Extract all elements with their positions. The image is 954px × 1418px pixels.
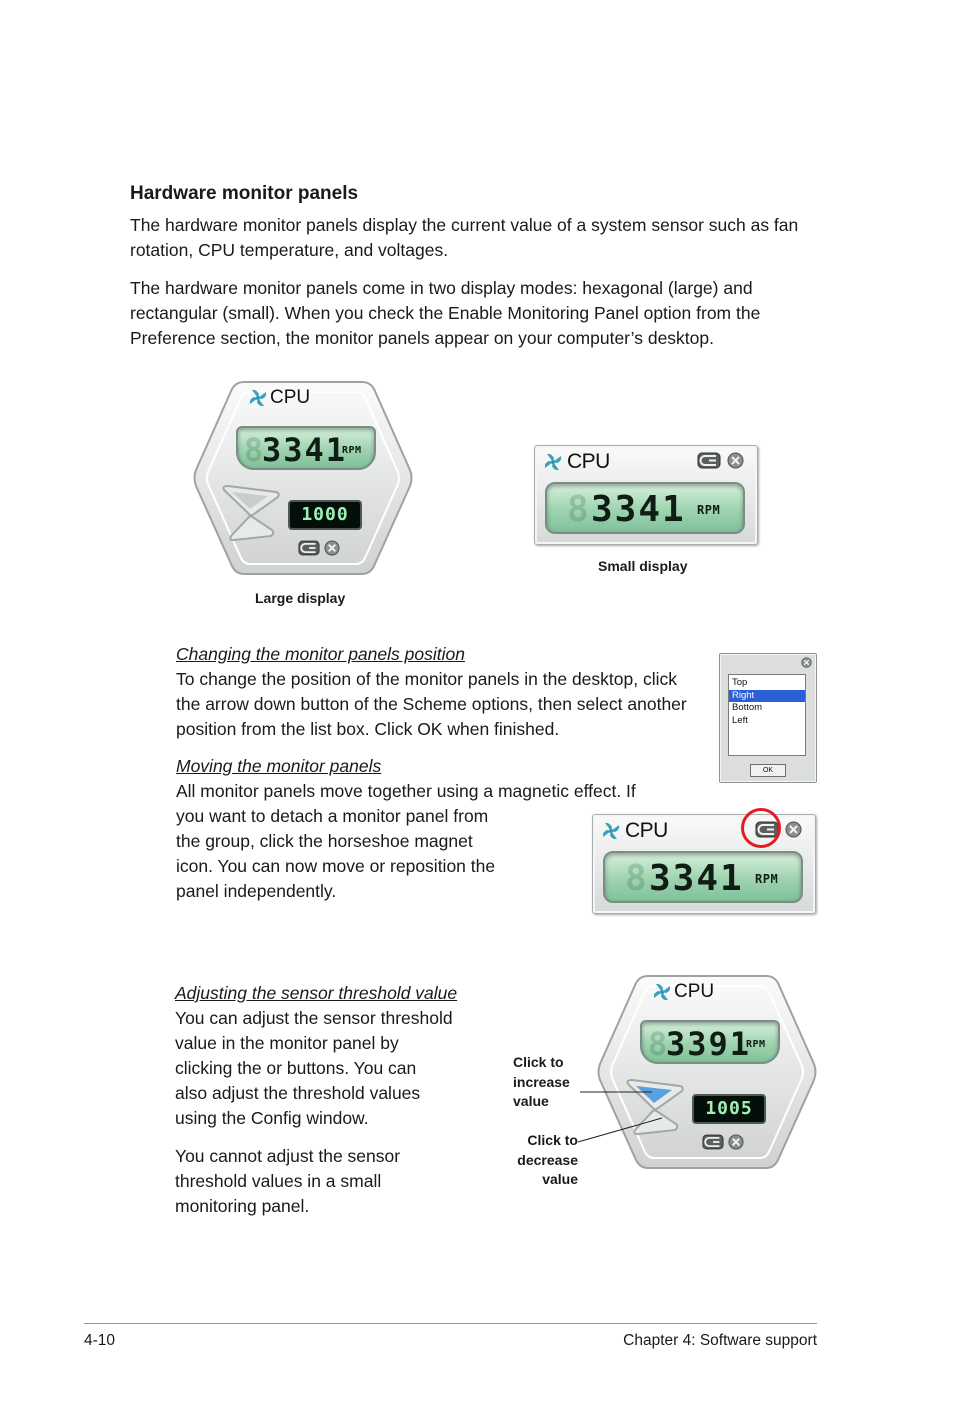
- sensor-label: CPU: [567, 450, 610, 473]
- page-number: 4-10: [84, 1332, 116, 1349]
- scheme-window: [719, 653, 817, 783]
- threshold-value: 1000: [288, 500, 362, 530]
- threshold-arrow-buttons[interactable]: [220, 484, 282, 542]
- close-icon[interactable]: [728, 1134, 744, 1150]
- lcd-ghost-digit: 8: [567, 489, 589, 530]
- fan-icon: [543, 452, 563, 472]
- threshold-section: Adjusting the sensor threshold value You can adjust the sensor threshold value in the monitor panel by clicking the or buttons. You can also adjust the threshold values using the Config window.: [175, 981, 505, 1131]
- moving-section: Moving the monitor panels All monitor panels move together using a magnetic effect. If you want to detach a monitor panel from the group, click the horseshoe magnet icon. You can now move or reposition the panel independently.: [176, 754, 716, 904]
- small-display-caption: Small display: [598, 558, 688, 574]
- fan-icon: [601, 821, 621, 841]
- section-heading: Hardware monitor panels: [130, 183, 359, 204]
- sensor-value: 3391: [666, 1025, 752, 1063]
- position-subheading: Changing the monitor panels position: [176, 644, 465, 664]
- list-item-bottom[interactable]: Bottom: [732, 702, 763, 713]
- list-item-right[interactable]: Right: [729, 690, 805, 703]
- lcd-readout: [545, 482, 745, 534]
- close-icon[interactable]: [324, 540, 340, 556]
- magnet-icon[interactable]: [697, 452, 721, 469]
- large-display-caption: Large display: [255, 590, 346, 606]
- chapter-title: Chapter 4: Software support: [623, 1332, 817, 1349]
- close-icon[interactable]: [727, 452, 744, 469]
- lcd-ghost-digit: 8: [648, 1025, 668, 1063]
- list-item-left[interactable]: Left: [732, 714, 748, 726]
- large-monitor-panel[interactable]: [192, 380, 414, 576]
- small-monitor-panel[interactable]: [534, 445, 758, 545]
- position-list-box[interactable]: [728, 674, 806, 756]
- footer-rule: [84, 1323, 817, 1324]
- unit-label: RPM: [755, 872, 779, 886]
- position-section: [176, 642, 706, 742]
- intro-paragraph-1: The hardware monitor panels display the current value of a system sensor such as fan rotation, CPU temperature, and voltages.: [130, 215, 799, 260]
- close-icon[interactable]: [785, 821, 802, 838]
- ok-button[interactable]: OK: [750, 764, 786, 777]
- intro-paragraph-2: The hardware monitor panels come in two display modes: hexagonal (large) and rectangular (small). When you check the Enable Monitoring Panel option from the Preference section, the monitor panels appear on your computer’s desktop.: [130, 278, 761, 348]
- threshold-note: You cannot adjust the sensor threshold values in a small monitoring panel.: [175, 1146, 401, 1216]
- sensor-value: 3341: [649, 858, 744, 899]
- unit-label: RPM: [342, 445, 362, 456]
- magnet-example-panel[interactable]: [592, 814, 816, 914]
- sensor-label: CPU: [625, 819, 668, 842]
- threshold-subheading: Adjusting the sensor threshold value: [175, 983, 458, 1003]
- position-body: To change the position of the monitor panels in the desktop, click the arrow down button of the Scheme options, then select another position from the list box. Click OK when finished.: [176, 669, 687, 739]
- unit-label: RPM: [746, 1039, 766, 1050]
- fan-icon: [652, 982, 672, 1002]
- decrease-callout: Click to decrease value: [517, 1132, 578, 1187]
- magnet-highlight-ring: [741, 808, 781, 848]
- lcd-readout: [603, 851, 803, 903]
- sensor-value: 3341: [262, 431, 348, 469]
- magnet-icon[interactable]: [702, 1134, 724, 1150]
- fan-icon: [248, 388, 268, 408]
- moving-subheading: Moving the monitor panels: [176, 756, 382, 776]
- lcd-ghost-digit: 8: [244, 431, 264, 469]
- sensor-value: 3341: [591, 489, 686, 530]
- lcd-readout: [640, 1020, 780, 1064]
- lcd-ghost-digit: 8: [625, 858, 647, 899]
- unit-label: RPM: [697, 503, 721, 517]
- close-icon[interactable]: [801, 657, 812, 668]
- magnet-icon[interactable]: [298, 540, 320, 556]
- list-item-top[interactable]: Top: [732, 677, 748, 688]
- sensor-label: CPU: [674, 981, 715, 1002]
- callout-leader-lines: [570, 1080, 670, 1150]
- threshold-value: 1005: [692, 1094, 766, 1124]
- sensor-label: CPU: [270, 387, 311, 408]
- increase-callout: Click to increase value: [513, 1054, 570, 1109]
- lcd-readout: [236, 426, 376, 470]
